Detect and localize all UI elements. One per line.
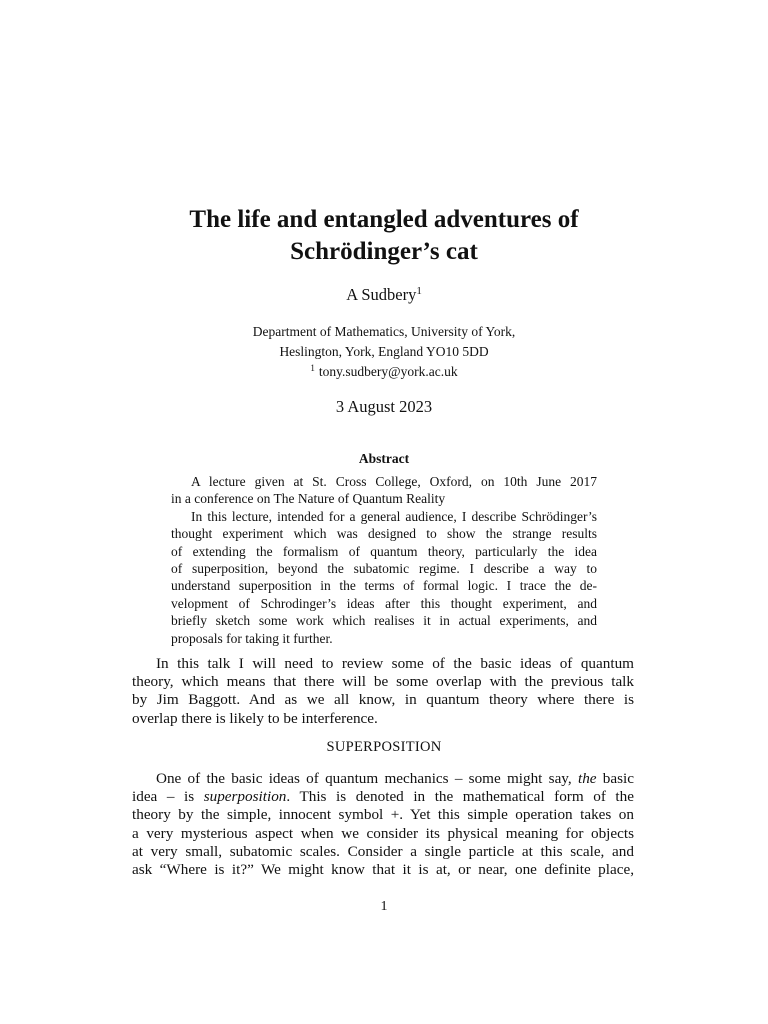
body-line: In this talk I will need to review some of the basic ideas of quantum [156, 655, 634, 672]
email-footnote-mark: 1 [310, 363, 315, 373]
affiliation [0, 322, 768, 382]
body-line: a very mysterious aspect when we consider its physical meaning for objects [132, 824, 634, 842]
paper-date: 3 August 2023 [335, 397, 433, 416]
abstract-line: thought experiment which was designed to show the strange results [171, 526, 597, 542]
body-line [132, 770, 634, 788]
abstract-line: proposals for taking it further. [171, 630, 333, 646]
abstract-body [171, 473, 597, 647]
body-text: idea – is [132, 788, 204, 806]
abstract-line: velopment of Schrodinger’s ideas after this thought experiment, and [171, 595, 597, 611]
section-heading: SUPERPOSITION [326, 739, 442, 755]
abstract-line: in a conference on The Nature of Quantum Reality [171, 491, 446, 507]
body-line: at very small, subatomic scales. Consider a single particle at this scale, and [132, 842, 634, 860]
abstract-line: In this lecture, intended for a general audience, I describe Schrödinger’s [191, 508, 597, 524]
email-line [0, 362, 768, 382]
body-line: theory, which means that there will be some overlap with the previous talk [132, 673, 634, 691]
superposition-paragraph [132, 770, 634, 879]
paper-title [0, 204, 768, 268]
author [0, 285, 768, 305]
abstract-heading: Abstract [358, 451, 410, 466]
abstract-line: A lecture given at St. Cross College, Oxford, on 10th June 2017 [191, 474, 597, 489]
author-footnote-mark: 1 [416, 285, 422, 297]
abstract-line: understand superposition in the terms of formal logic. I trace the de- [171, 578, 597, 594]
author-name: A Sudbery [346, 285, 417, 304]
body-line: ask “Where is it?” We might know that it is at, or near, one definite place, [132, 861, 634, 879]
emphasis-text: superposition [203, 788, 287, 806]
abstract-line: of extending the formalism of quantum theory, particularly the idea [171, 543, 597, 559]
abstract-line: of superposition, beyond the subatomic regime. I describe a way to [171, 561, 597, 577]
affiliation-line: Heslington, York, England YO10 5DD [279, 344, 489, 359]
affiliation-line: Department of Mathematics, University of York, [252, 324, 516, 339]
body-text: . This is denoted in the mathematical form of the [286, 788, 634, 806]
page-number: 1 [380, 899, 388, 914]
intro-paragraph [132, 655, 634, 728]
abstract-line: briefly sketch some work which realises it in actual experiments, and [171, 613, 597, 629]
body-line: theory by the simple, innocent symbol +. Yet this simple operation takes on [132, 806, 634, 824]
body-line [132, 788, 634, 806]
emphasis-text: the [577, 770, 597, 787]
title-line: The life and entangled adventures of [189, 206, 579, 233]
body-line: by Jim Baggott. And as we all know, in quantum theory where there is [132, 691, 634, 709]
author-email: tony.sudbery@york.ac.uk [318, 364, 458, 379]
title-line: Schrödinger’s cat [290, 238, 478, 265]
body-text: One of the basic ideas of quantum mechanics – some might say, [156, 770, 578, 787]
body-line: overlap there is likely to be interference. [132, 709, 378, 727]
body-text: basic [596, 770, 634, 787]
